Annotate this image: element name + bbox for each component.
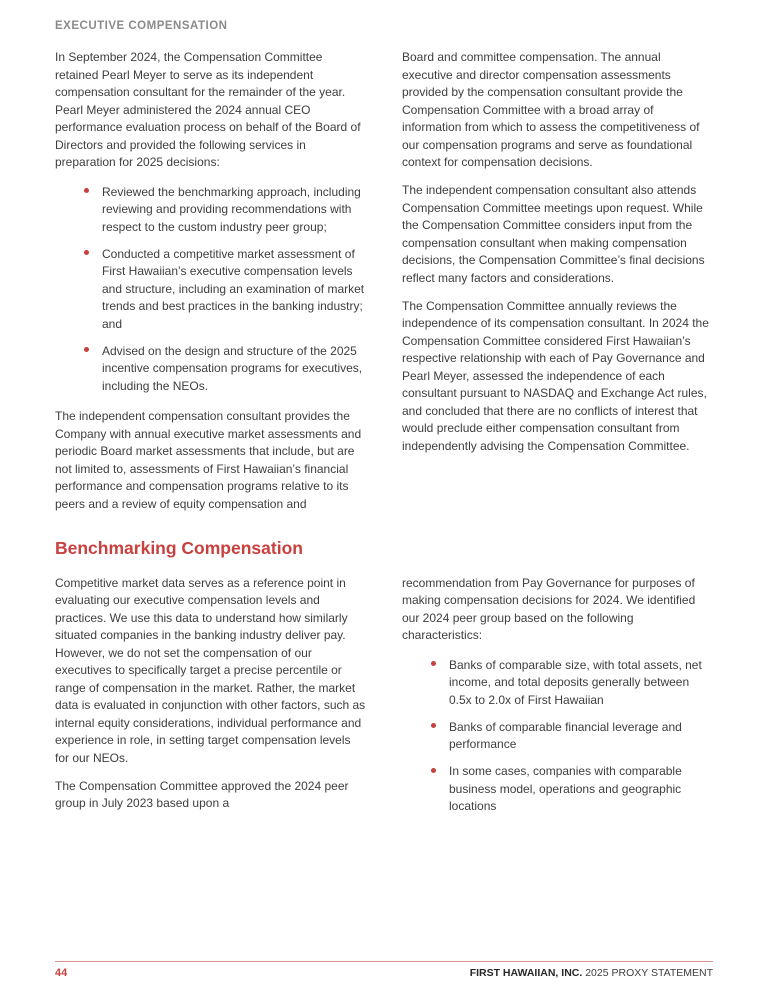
paragraph: The independent compensation consultant also attends Compensation Committee meetings upon request. While the Compensation Committee considers input from the compensation consultant when making compensation decisions, the Compensation Committee’s final decisions reflect many factors and considerations. <box>402 183 705 285</box>
consultant-services-list <box>55 184 366 396</box>
benchmarking-heading: Benchmarking Compensation <box>55 537 303 558</box>
footer-source-line <box>470 967 713 979</box>
statement-label: 2025 PROXY STATEMENT <box>585 967 713 979</box>
list-item <box>449 719 713 754</box>
paragraph: Board and committee compensation. The annual executive and director compensation assessments provided by the compensation consultant provide the Compensation Committee with a broad array of information from which to assess the competitiveness of our compensation programs and serve as foundational context for compensation decisions. <box>402 50 700 169</box>
list-item-text: Advised on the design and structure of the 2025 incentive compensation programs for executives, including the NEOs. <box>102 343 363 393</box>
page-content <box>55 20 713 829</box>
list-item <box>102 246 366 334</box>
list-item-text: In some cases, companies with comparable business model, operations and geographic locations <box>449 764 682 813</box>
paragraph: The independent compensation consultant provides the Company with annual executive market assessments and periodic Board market assessments that include, but are not limited to, assessments of First Hawaiian’s financial performance and compensation programs relative to its peers and a review of equity compensation and <box>55 409 362 511</box>
consultant-right-column <box>402 49 713 466</box>
section-kicker: EXECUTIVE COMPENSATION <box>55 20 228 32</box>
bullet-icon <box>84 188 89 193</box>
page-number: 44 <box>55 967 68 979</box>
list-item <box>449 657 713 710</box>
bullet-icon <box>84 347 89 352</box>
bullet-icon <box>84 250 89 255</box>
paragraph: The Compensation Committee approved the 2024 peer group in July 2023 based upon a <box>55 778 349 810</box>
list-item <box>102 184 366 237</box>
list-item-text: Reviewed the benchmarking approach, including reviewing and providing recommendations with respect to the custom industry peer group; <box>102 184 361 234</box>
benchmarking-right-column <box>402 575 713 829</box>
benchmarking-left-column <box>55 575 366 824</box>
paragraph: Competitive market data serves as a reference point in evaluating our executive compensation levels and practices. We use this data to understand how similarly situated companies in the banking industry deliver pay. However, we do not set the compensation of our executives to specifically target a precise percentile or range of compensation in the market. Rather, the market data is evaluated in conjunction with other factors, such as internal equity considerations, individual performance and experience in role, in setting target compensation levels for our NEOs. <box>55 575 366 765</box>
paragraph: The Compensation Committee annually reviews the independence of its compensation consultant. In 2024 the Compensation Committee considered First Hawaiian’s respective relationship with each of Pay Governance and Pearl Meyer, assessed the independence of each consultant pursuant to NASDAQ and Exchange Act rules, and concluded that there are no conflicts of interest that would preclude either compensation consultant from independently advising the Compensation Committee. <box>402 298 709 453</box>
consultant-left-column <box>55 49 366 524</box>
footer-divider <box>55 961 713 962</box>
peer-group-criteria-list <box>402 657 713 816</box>
bullet-icon <box>431 723 436 728</box>
paragraph: In September 2024, the Compensation Committee retained Pearl Meyer to serve as its independent compensation consultant for the remainder of the year. Pearl Meyer administered the 2024 annual CEO performance evaluation process on behalf of the Board of Directors and provided the following services in preparation for 2025 decisions: <box>55 50 361 169</box>
list-item <box>102 343 366 396</box>
footer-row <box>55 967 713 979</box>
list-item-text: Banks of comparable size, with total assets, net income, and total deposits generally between 0.5x to 2.0x of First Hawaiian <box>449 657 702 707</box>
company-name: FIRST HAWAIIAN, INC. <box>469 967 583 979</box>
list-item-text: Conducted a competitive market assessment of First Hawaiian’s executive compensation levels and structure, including an examination of market trends and best practices in the banking industry; and <box>102 246 365 331</box>
list-item <box>449 763 713 816</box>
list-item-text: Banks of comparable financial leverage and performance <box>449 719 682 751</box>
bullet-icon <box>431 661 436 666</box>
consultant-section <box>55 49 713 524</box>
paragraph: recommendation from Pay Governance for purposes of making compensation decisions for 2024. We identified our 2024 peer group based on the following characteristics: <box>402 575 696 642</box>
page-footer <box>55 961 713 979</box>
bullet-icon <box>431 768 436 773</box>
benchmarking-section <box>55 575 713 829</box>
